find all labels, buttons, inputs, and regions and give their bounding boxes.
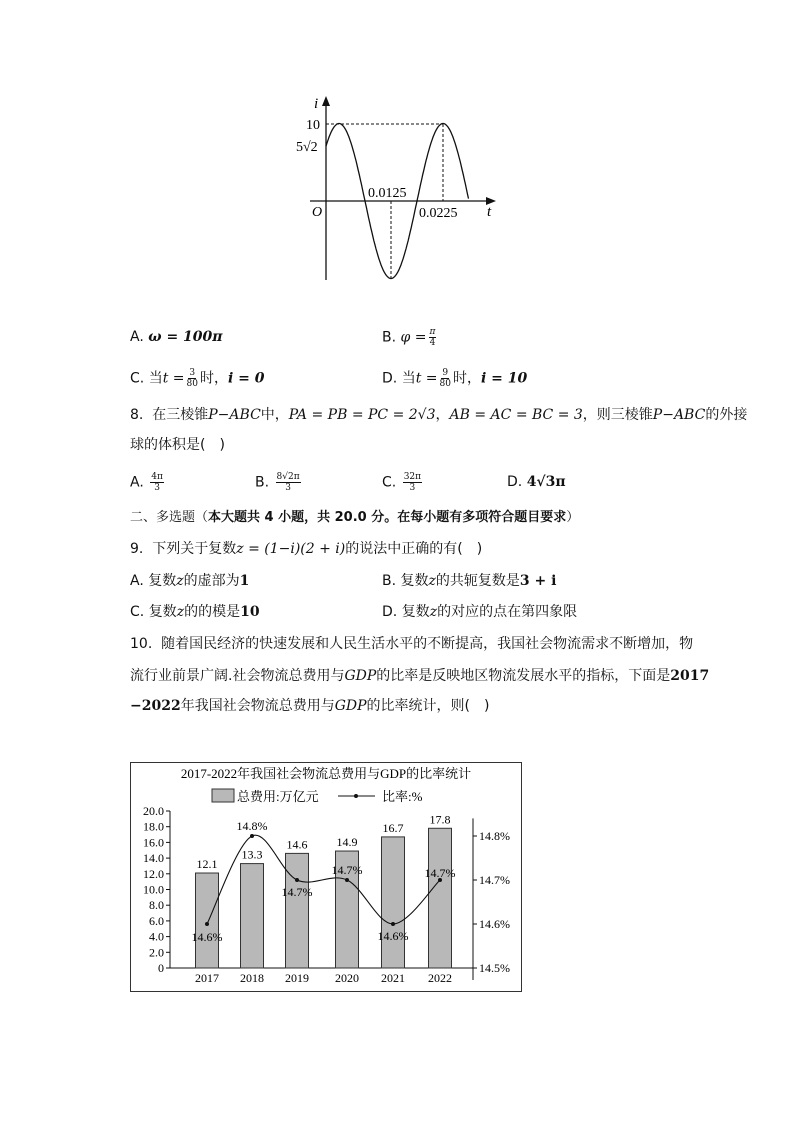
ratio-point-2021 [391,922,395,926]
math-var: z [428,573,436,589]
q10-stem-line-2 [130,666,709,686]
bar-2022 [429,828,452,968]
right-tick-label: 14.5% [479,961,510,975]
option-letter: D. [382,370,398,387]
math-expr: PA = PB = PC = 2√3 [288,407,436,423]
denominator: 80 [186,379,198,389]
fraction [187,368,198,389]
ratio-label: 14.8% [236,819,268,833]
right-tick-label: 14.8% [479,829,510,843]
section-title: 二、多选题（ [130,510,209,525]
stem-text: 下列关于复数 [152,541,237,557]
option-text: 时， [199,370,228,387]
q8-stem-line-2: 球的体积是( ) [130,437,225,453]
option-text: 当 [148,370,163,387]
ratio-label: 14.6% [377,929,409,943]
year-text: −2022 [130,698,181,714]
denominator: 3 [154,483,160,493]
t-trough-label: 0.0125 [368,186,407,201]
ratio-label: 14.7% [281,885,313,899]
stem-text: 的比率是反映地区物流发展水平的指标，下面是 [376,668,671,684]
math-var: z [176,573,184,589]
math-expr: 3 + i [519,573,557,589]
left-tick-label: 8.0 [149,898,164,913]
math-expr: z = (1−i)(2 + i) [236,541,346,557]
origin-label: O [312,205,323,220]
option-text: 时， [452,370,481,387]
x-tick-label: 2020 [335,971,359,985]
option-expr: 4√3π [526,474,566,490]
q8-option-d[interactable] [507,472,566,492]
option-letter: C. [382,474,397,491]
q7-option-b[interactable] [382,327,438,348]
option-text: 复数 [400,573,429,589]
math-var: GDP [344,668,377,684]
right-tick-label: 14.6% [479,917,510,931]
q8-option-b[interactable] [255,472,303,493]
math-expr: P−ABC [652,407,706,423]
ratio-label: 14.7% [424,866,456,880]
q8-options [130,472,690,496]
q9-option-d[interactable] [382,602,577,622]
t-peak-label: 0.0225 [419,206,458,221]
option-letter: A. [130,329,144,345]
sine-current-graph [290,90,510,290]
option-expr: t = [162,370,185,387]
q9-option-c[interactable] [130,602,260,622]
stem-text: ，则三棱锥 [582,407,653,423]
left-tick-label: 16.0 [143,835,164,850]
bar-value-label: 14.6 [286,837,308,852]
i-axis-arrow-icon [322,96,330,106]
ratio-point-2019 [295,878,299,882]
numerator: 3 [189,368,196,378]
option-text: 复数 [148,604,177,620]
option-letter: C. [130,604,145,620]
option-letter: D. [382,604,398,620]
q10-stem-line-3 [130,696,489,716]
section-2-heading [130,508,579,528]
left-tick-label: 0 [158,961,164,975]
q8-stem-line-1 [130,405,747,425]
ratio-label: 14.7% [331,863,363,877]
option-letter: C. [130,370,145,387]
ratio-label: 14.6% [191,930,223,944]
bar-2018 [241,864,264,968]
numerator: π [429,327,436,337]
denominator: 4 [429,338,436,348]
bar-2019 [286,853,309,968]
math-expr: P−ABC [208,407,261,423]
i-axis-label: i [314,96,319,112]
bar-2021 [382,837,405,968]
q7-option-d[interactable] [382,368,527,389]
denominator: 80 [439,379,451,389]
legend-line-marker [354,794,358,798]
q9-option-a[interactable] [130,571,249,591]
y-start-label: 5√2 [296,140,318,155]
left-tick-label: 18.0 [143,819,164,834]
option-expr: i = 10 [480,370,528,387]
section-close: ） [566,510,580,525]
section-detail: 本大题共 4 小题，共 20.0 分。在每小题有多项符合题目要求 [208,510,567,525]
math-expr: AB = AC = BC = 3 [449,407,583,423]
chart-title: 2017-2022年我国社会物流总费用与GDP的比率统计 [180,766,472,781]
ratio-point-2020 [345,878,349,882]
question-number: 10. [130,636,153,652]
year-text: 2017 [670,668,710,684]
option-letter: A. [130,474,144,491]
stem-text: 中， [260,407,289,423]
math-var: GDP [334,698,367,714]
bar-value-label: 17.8 [429,812,451,827]
option-text: 复数 [148,573,177,589]
option-text: 复数 [401,604,430,620]
stem-text: 的说法中正确的有( ) [345,541,483,557]
ratio-point-2017 [205,922,209,926]
option-text: 当 [401,370,416,387]
x-tick-label: 2021 [381,971,405,985]
option-letter: B. [382,573,397,589]
bar-value-label: 16.7 [382,820,404,835]
x-tick-label: 2022 [428,971,452,985]
q9-option-b[interactable] [382,571,556,591]
option-letter: A. [130,573,144,589]
ratio-point-2018 [250,834,254,838]
numerator: 9 [442,368,449,378]
legend-bar-label: 总费用:万亿元 [237,789,319,804]
option-text: 的虚部为 [183,573,240,589]
right-tick-label: 14.7% [479,873,510,887]
fraction [429,327,437,348]
denominator: 3 [409,483,416,493]
q7-option-c[interactable] [130,368,265,389]
left-tick-label: 10.0 [143,882,164,897]
math-var: z [176,604,185,620]
stem-text: 的外接 [705,407,748,423]
q9-stem [130,539,482,559]
chart-frame [131,763,522,992]
x-tick-label: 2017 [195,971,219,985]
y-max-label: 10 [306,118,320,133]
option-expr: φ = [400,329,427,346]
math-expr: 1 [239,573,250,589]
stem-text: 流行业前景广阔.社会物流总费用与 [130,668,345,684]
stem-text: 随着国民经济的快速发展和人民生活水平的不断提高，我国社会物流需求不断增加，物 [161,636,694,652]
t-axis-label: t [487,204,492,220]
numerator: 4π [151,472,163,482]
bar-value-label: 13.3 [241,847,263,862]
fraction [403,472,422,493]
left-tick-label: 4.0 [149,929,164,944]
left-tick-label: 20.0 [143,804,164,818]
option-letter: D. [507,474,523,490]
fraction [276,472,301,493]
math-var: z [429,604,438,620]
q8-option-c[interactable] [382,472,424,493]
legend-bar-swatch [212,789,234,802]
math-expr: 10 [240,604,260,620]
stem-text: ， [435,407,450,423]
bar-value-label: 12.1 [196,857,218,872]
option-text: 的共轭复数是 [435,573,520,589]
question-number: 8. [130,407,144,423]
numerator: 8√2π [276,472,300,482]
q10-stem-line-1 [130,634,693,654]
stem-text: 的比率统计，则( ) [366,698,490,714]
stem-text: 在三棱锥 [152,407,209,423]
left-tick-label: 2.0 [149,945,164,960]
numerator: 32π [403,472,422,482]
option-expr: i = 0 [227,370,265,387]
x-tick-label: 2019 [285,971,309,985]
option-text: 的的模是 [184,604,241,620]
fraction [150,472,164,493]
option-expr: t = [415,370,438,387]
option-text: 的对应的点在第四象限 [437,604,578,620]
option-letter: B. [255,474,270,491]
stem-text: 年我国社会物流总费用与 [180,698,335,714]
option-letter: B. [382,329,397,346]
left-tick-label: 12.0 [143,866,164,881]
option-expr: ω = 100π [148,329,223,345]
left-tick-label: 6.0 [149,913,164,928]
legend-line-label: 比率:% [382,789,423,804]
denominator: 3 [285,483,291,493]
bar-value-label: 14.9 [336,835,358,850]
q8-option-a[interactable] [130,472,166,493]
left-tick-label: 14.0 [143,851,164,866]
q7-option-a[interactable] [130,327,223,347]
bar-2017 [196,873,219,968]
fraction [440,368,451,389]
x-tick-label: 2018 [240,971,264,985]
question-number: 9. [130,541,144,557]
logistics-cost-chart [130,762,522,992]
